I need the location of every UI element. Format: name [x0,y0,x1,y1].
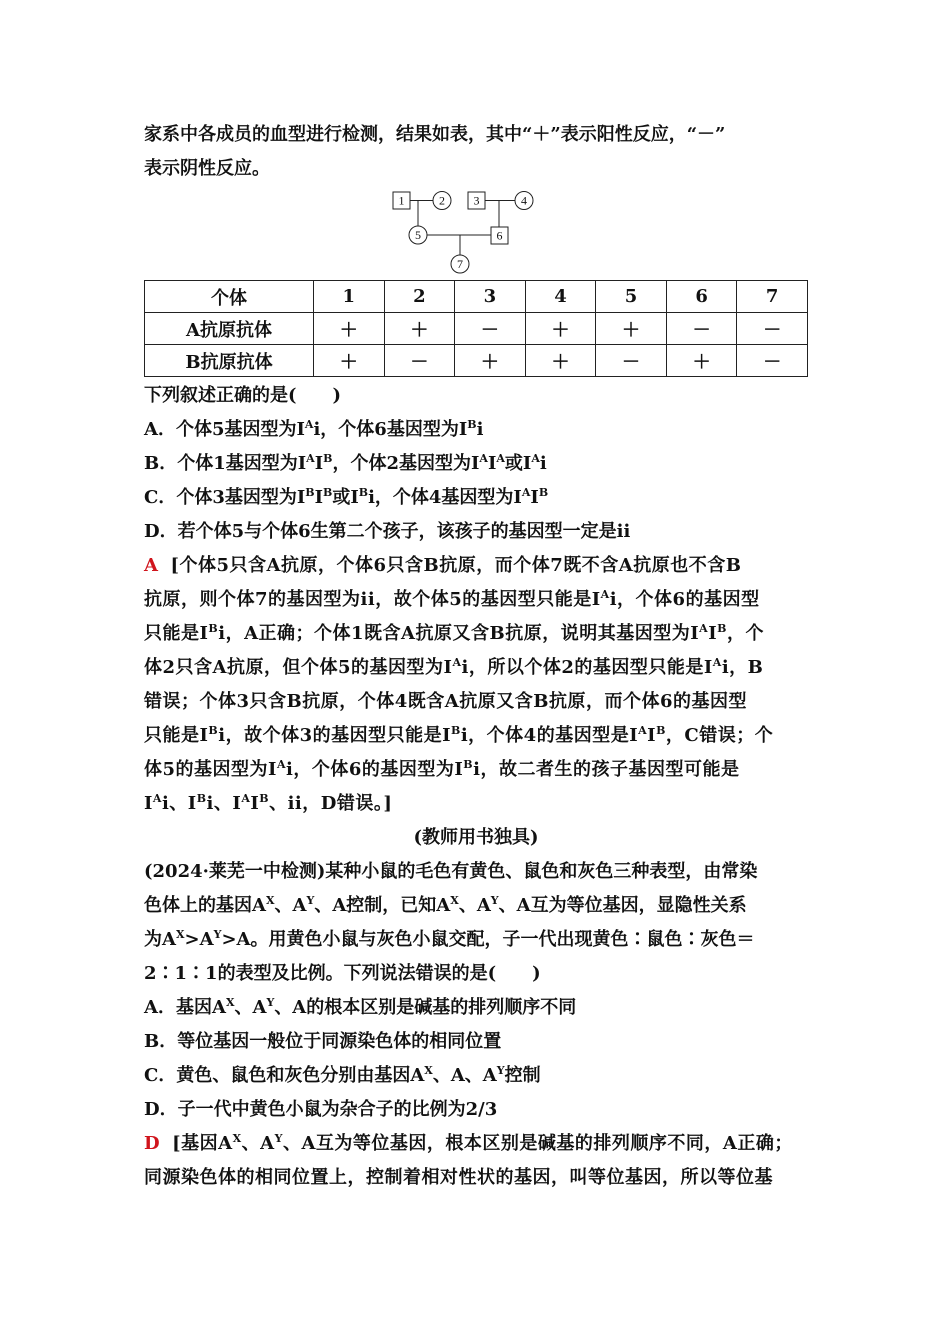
table-cell: － [737,313,808,345]
pedigree-diagram [391,190,561,274]
option-d: D．若个体5与个体6生第二个孩子，该孩子的基因型一定是ii [144,521,631,542]
pedigree-label: 6 [496,228,503,243]
table-cell: ＋ [314,345,385,377]
pedigree-label: 4 [521,193,527,208]
pedigree-label: 7 [457,257,463,271]
row-label: B抗原抗体 [145,345,314,377]
table-cell: ＋ [525,313,596,345]
answer-letter: A [144,555,159,576]
explanation-line: 错误；个体3只含B抗原，个体4既含A抗原又含B抗原，而个体6的基因型 [144,691,747,712]
explanation-line: 体5的基因型为$I^Ai$，个体6的基因型为$I^Bi$，故二者生的孩子基因型可能是 [144,758,740,780]
table-cell: ＋ [314,313,385,345]
table-cell: ＋ [384,313,455,345]
option-a: A．基因$A^X$、$A^Y$、A的根本区别是碱基的排列顺序不同 [144,996,577,1018]
table-header-cell: 5 [596,281,667,313]
teacher-note: (教师用书独具) [413,827,539,848]
table-cell: － [666,313,737,345]
table-cell: ＋ [596,313,667,345]
explanation-line: A [个体5只含A抗原，个体6只含B抗原，而个体7既不含A抗原也不含B [144,555,742,576]
pedigree-label: 5 [415,228,421,242]
answer-letter: D [144,1133,161,1154]
explanation-line: 只能是$I^Bi$，A正确；个体1既含A抗原又含B抗原，说明其基因型为$I^AI^B$，个 [144,622,764,644]
table-header-cell: 个体 [145,281,314,313]
table-cell: － [384,345,455,377]
document-page [144,118,808,1195]
question-stem: 色体上的基因$A^X$、$A^Y$、A控制，已知$A^X$、$A^Y$、A互为等位基因，显隐性关系 [144,894,747,916]
option-b: B．等位基因一般位于同源染色体的相同位置 [144,1031,502,1052]
table-row [145,313,808,345]
table-cell: ＋ [455,345,526,377]
table-header-row [145,281,808,313]
table-cell: － [455,313,526,345]
table-row [145,345,808,377]
option-d: D．子一代中黄色小鼠为杂合子的比例为2/3 [144,1099,498,1120]
table-cell: － [737,345,808,377]
row-label: A抗原抗体 [145,313,314,345]
pedigree-label: 3 [473,193,480,208]
question-stem: 为$A^X>A^Y>A$。用黄色小鼠与灰色小鼠交配，子一代出现黄色∶鼠色∶灰色＝ [144,928,755,950]
table-header-cell: 6 [666,281,737,313]
table-header-cell: 1 [314,281,385,313]
table-cell: ＋ [525,345,596,377]
explanation-line: 只能是$I^Bi$，故个体3的基因型只能是$I^Bi$，个体4的基因型是$I^AI^B$，C错误；个 [144,724,774,746]
question-stem: (2024·莱芜一中检测)某种小鼠的毛色有黄色、鼠色和灰色三种表型，由常染 [144,861,758,882]
intro-line: 家系中各成员的血型进行检测，结果如表，其中“＋”表示阳性反应，“－” [144,124,726,145]
option-b: B．个体1基因型为$I^AI^B$，个体2基因型为$I^AI^A$或$I^Ai$ [144,452,547,474]
pedigree-label: 2 [439,193,445,208]
explanation-line: 体2只含A抗原，但个体5的基因型为$I^Ai$，所以个体2的基因型只能是$I^Ai$，B [144,656,764,678]
option-c: C．个体3基因型为$I^BI^B$或$I^Bi$，个体4基因型为$I^AI^B$ [144,486,549,508]
table-cell: － [596,345,667,377]
table-header-cell: 7 [737,281,808,313]
table-header-cell: 2 [384,281,455,313]
explanation-line: 抗原，则个体7的基因型为ii，故个体5的基因型只能是$I^Ai$，个体6的基因型 [144,588,760,610]
question-stem: 2∶1∶1的表型及比例。下列说法错误的是( ) [144,963,541,984]
intro-line: 表示阴性反应。 [144,158,270,179]
table-cell: ＋ [666,345,737,377]
explanation-line: $I^Ai$、$I^Bi$、$I^AI^B$、ii，D错误。] [144,792,393,814]
explanation-line: 同源染色体的相同位置上，控制着相对性状的基因，叫等位基因，所以等位基 [144,1167,773,1188]
blood-type-table [144,280,808,377]
explanation-line: D [基因$A^X$、$A^Y$、A互为等位基因，根本区别是碱基的排列顺序不同，A正确； [144,1132,793,1154]
question-stem: 下列叙述正确的是( ) [144,385,342,406]
option-c: C．黄色、鼠色和灰色分别由基因$A^X$、A、$A^Y$控制 [144,1064,541,1086]
pedigree-label: 1 [398,193,405,208]
table-header-cell: 4 [525,281,596,313]
option-a: A．个体5基因型为$I^Ai$，个体6基因型为$I^Bi$ [144,418,484,440]
table-header-cell: 3 [455,281,526,313]
